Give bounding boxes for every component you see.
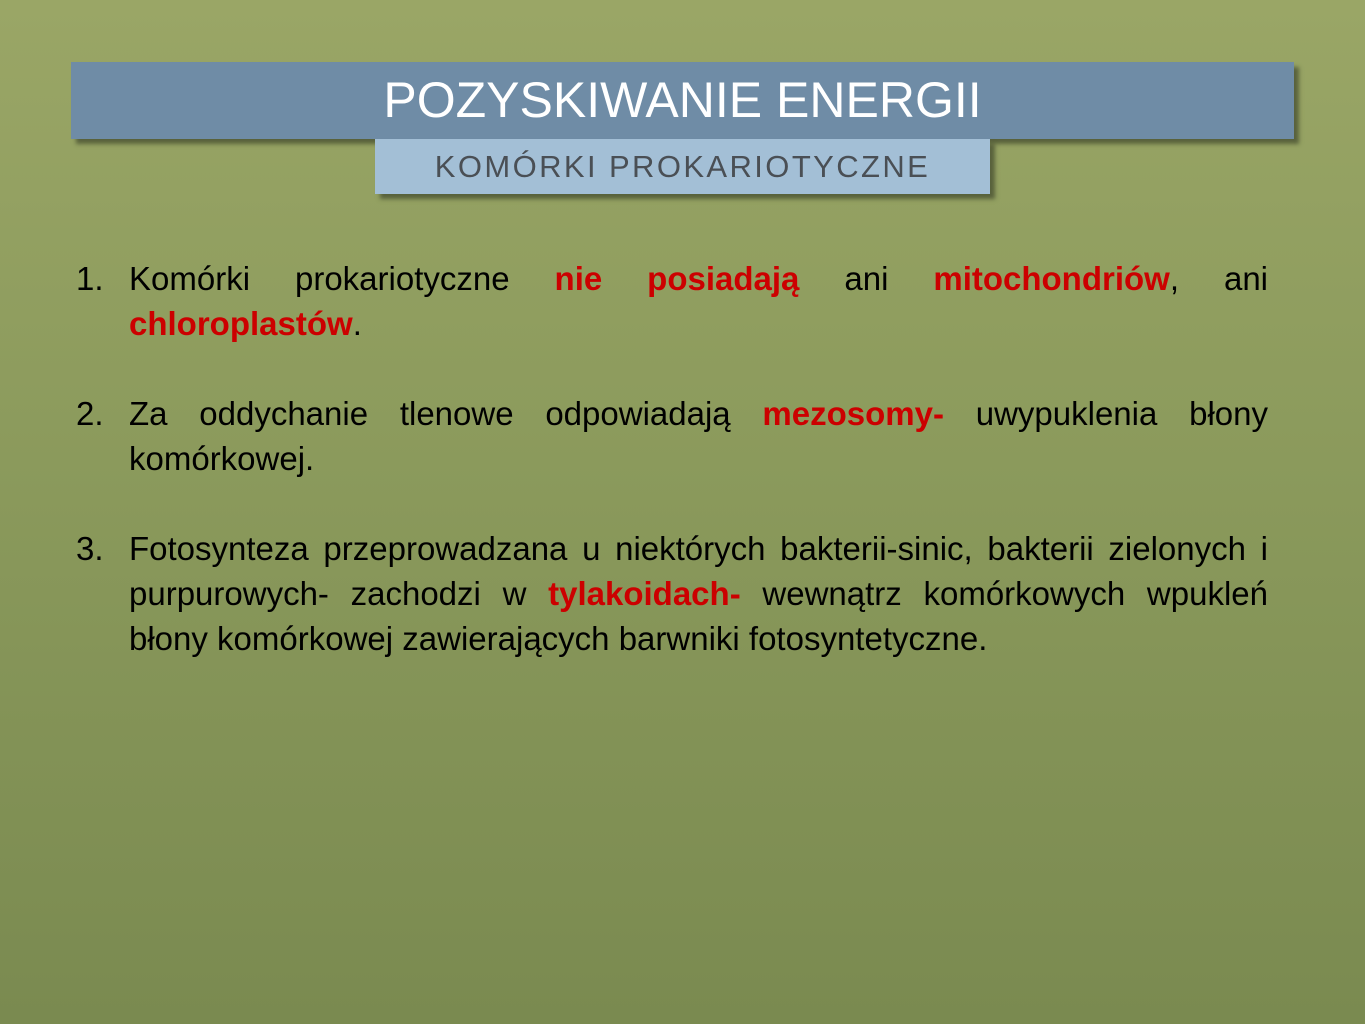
highlight-term: tylakoidach- bbox=[548, 575, 741, 612]
text-segment: Fotosynteza przeprowadzana u niektórych bakterii-sinic, bakterii zielonych i purpurowych- zachodzi w bbox=[129, 530, 1268, 612]
list-item-text bbox=[129, 391, 1268, 481]
list-number: 1. bbox=[76, 260, 104, 297]
highlight-term: chloroplastów bbox=[129, 305, 353, 342]
text-segment: ani bbox=[799, 260, 934, 297]
text-segment: Komórki prokariotyczne bbox=[129, 260, 555, 297]
text-segment: Za oddychanie tlenowe odpowiadają bbox=[129, 395, 763, 432]
list-item-3 bbox=[76, 526, 1268, 661]
title-banner bbox=[71, 62, 1294, 139]
text-segment: . bbox=[352, 305, 362, 342]
list-number: 2. bbox=[76, 395, 104, 432]
numbered-list bbox=[76, 256, 1268, 706]
list-number: 3. bbox=[76, 530, 104, 567]
text-segment: uwypuklenia błony komórkowej. bbox=[129, 395, 1268, 477]
list-item-2 bbox=[76, 391, 1268, 481]
slide-title: POZYSKIWANIE ENERGII bbox=[383, 71, 982, 128]
highlight-term: mitochondriów bbox=[933, 260, 1170, 297]
list-item-text bbox=[129, 526, 1268, 661]
text-segment: wewnątrz komórkowych wpukleń błony komórkowej zawierających barwniki fotosyntetyczne. bbox=[129, 575, 1268, 657]
list-item-text bbox=[129, 256, 1268, 346]
text-segment: , ani bbox=[1169, 260, 1269, 297]
highlight-term: nie posiadają bbox=[554, 260, 800, 297]
subtitle-banner bbox=[375, 139, 990, 194]
highlight-term: mezosomy- bbox=[762, 395, 944, 432]
list-item-1 bbox=[76, 256, 1268, 346]
slide-subtitle: KOMÓRKI PROKARIOTYCZNE bbox=[434, 149, 931, 184]
